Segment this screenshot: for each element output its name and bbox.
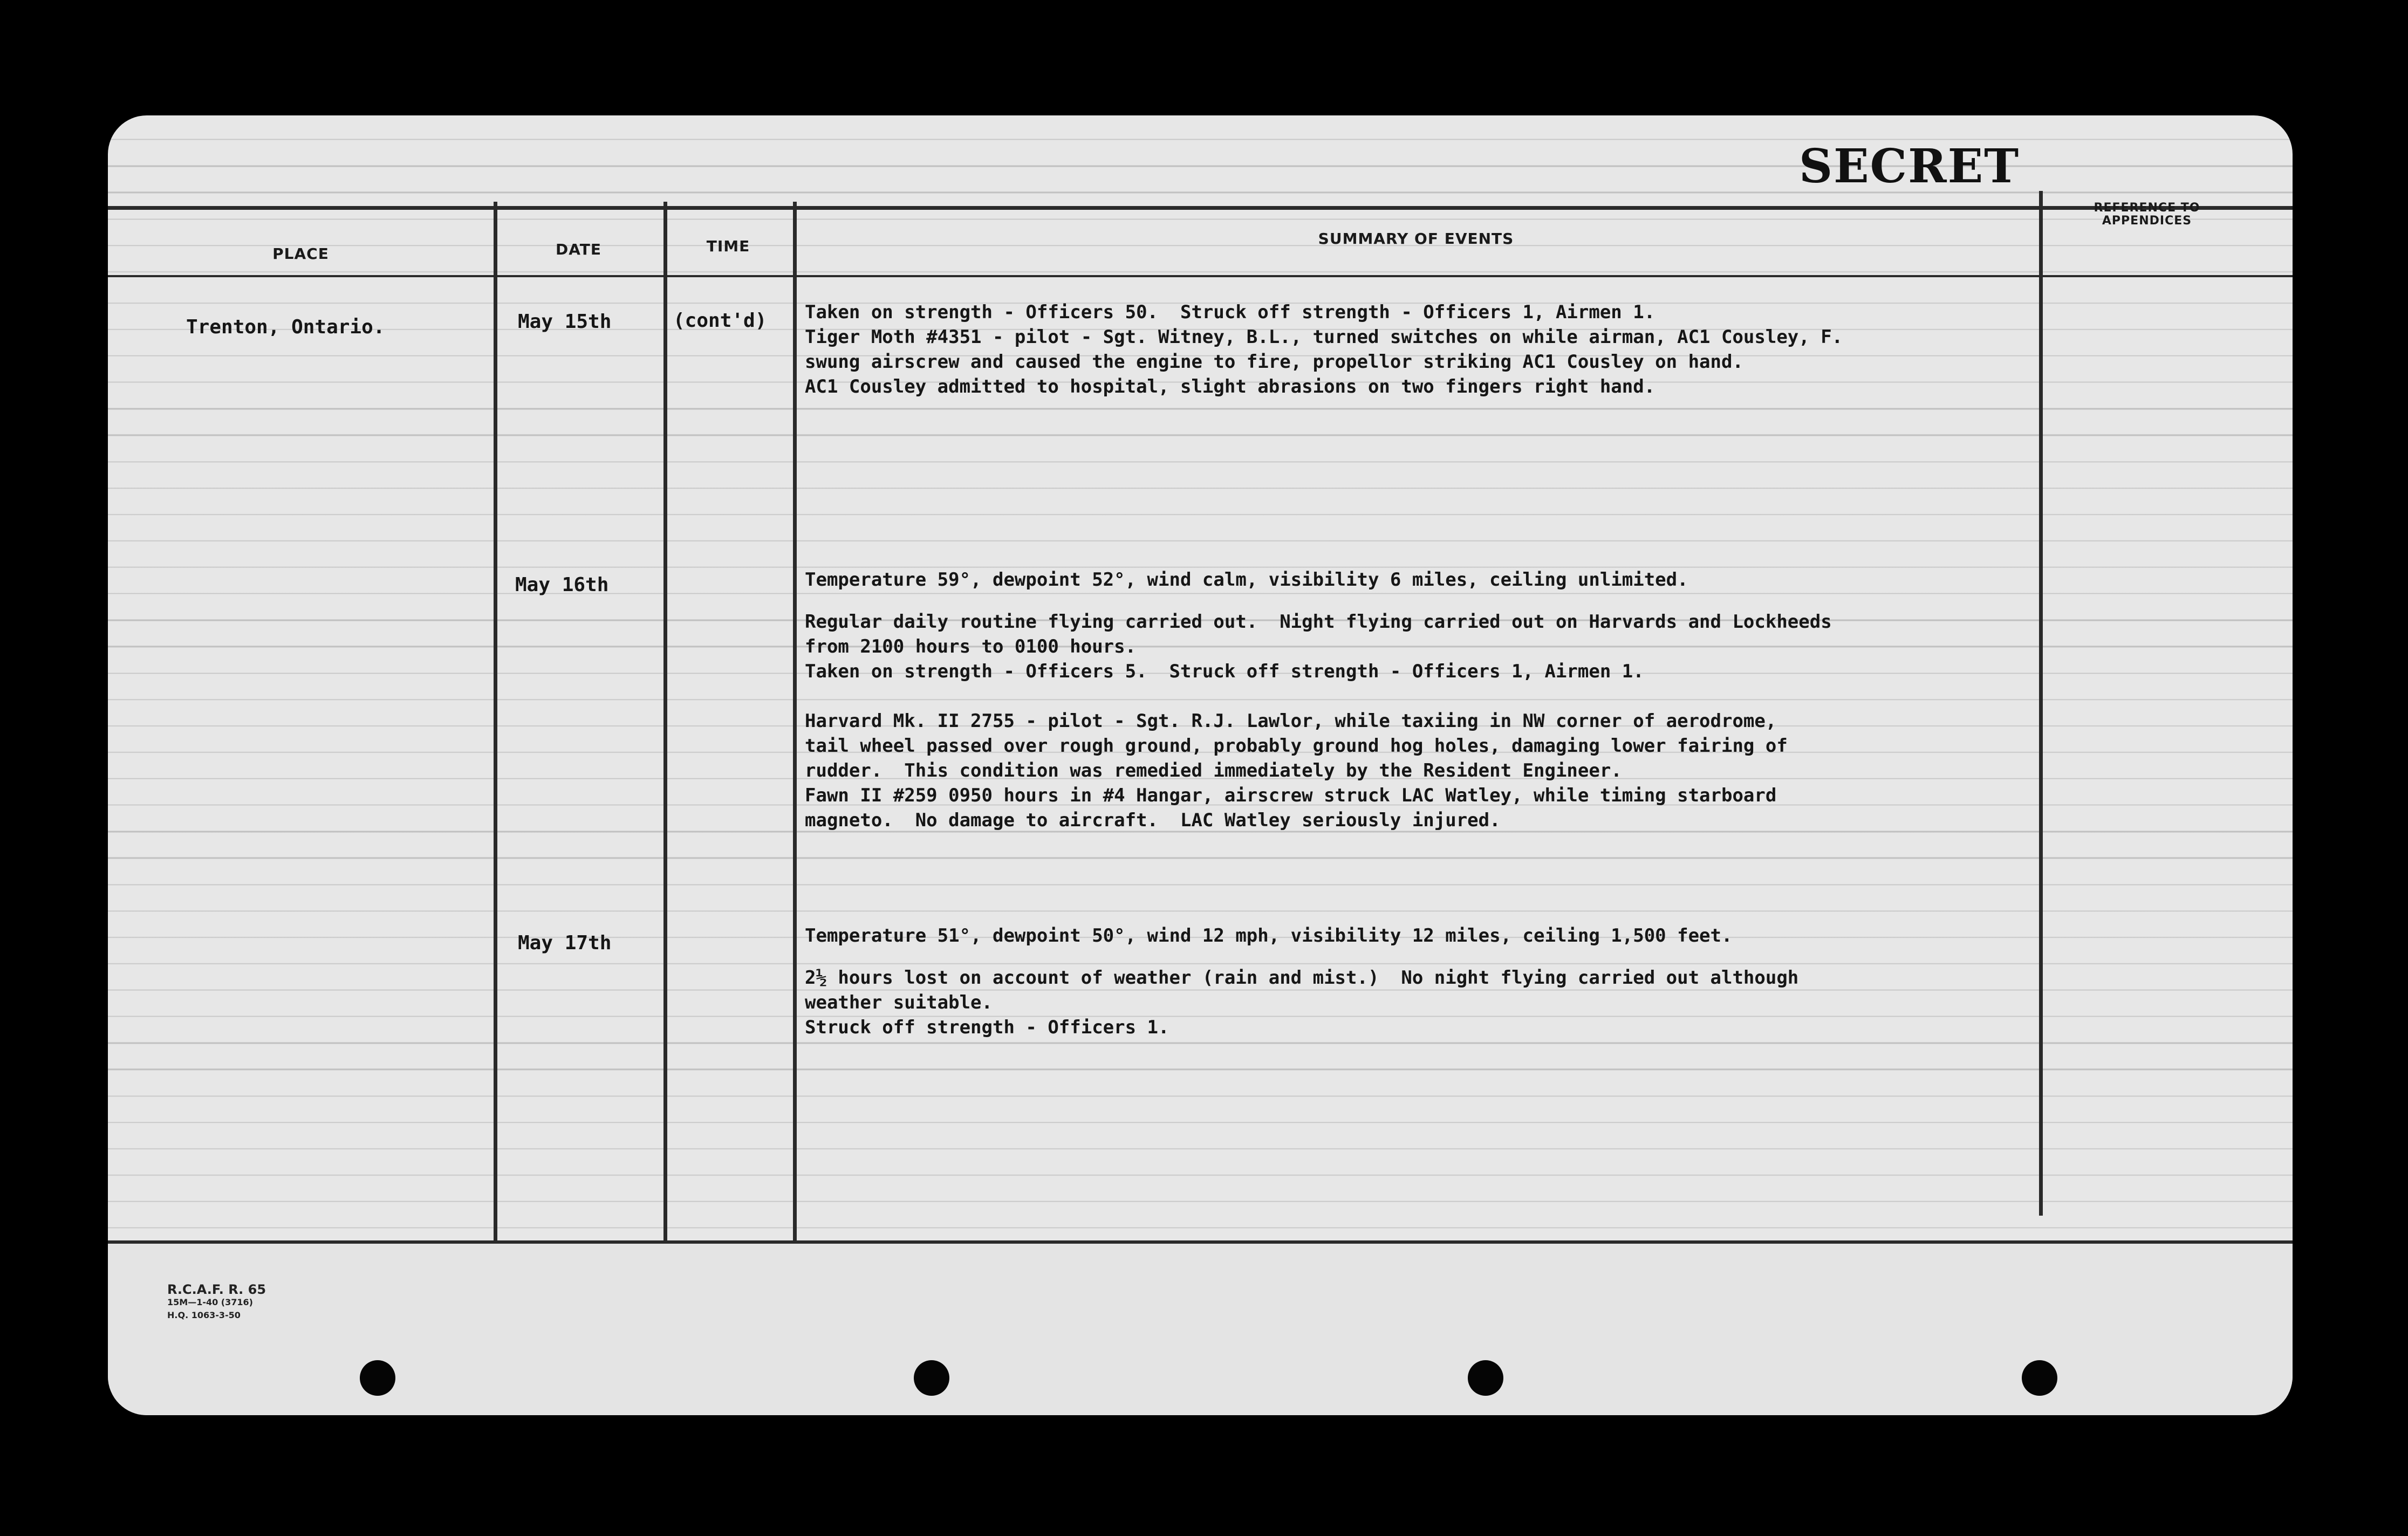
form-code-block <box>167 1283 266 1322</box>
header-place: PLACE <box>272 245 329 263</box>
secret-stamp: SECRET <box>1799 139 2020 194</box>
card-footer-area <box>108 1242 2293 1415</box>
place-date-divider <box>494 202 497 1243</box>
entry-1-date: May 15th <box>518 311 612 333</box>
entry-2-date: May 16th <box>515 574 609 596</box>
form-code: R.C.A.F. R. 65 <box>167 1282 266 1297</box>
binder-hole <box>1468 1360 1503 1396</box>
entry-2-summary-paragraph: Regular daily routine flying carried out. Night flying carried out on Harvards and Lockheeds from 2100 hours to 0100 hours. Taken on strength - Officers 5. Struck off strength - Officers 1, Airmen 1. <box>805 611 1832 682</box>
header-reference: REFERENCE TO APPENDICES <box>2094 201 2200 228</box>
date-time-divider <box>663 202 667 1243</box>
entry-1-place: Trenton, Ontario. <box>186 316 385 338</box>
header-top-rule <box>108 206 2293 210</box>
entry-3-summary-paragraph: 2½ hours lost on account of weather (rain and mist.) No night flying carried out although weather suitable. Struck off strength - Officers 1. <box>805 967 1799 1038</box>
summary-reference-divider <box>2039 191 2043 1216</box>
table-bottom-rule <box>108 1240 2293 1244</box>
entry-2-summary-paragraph: Temperature 59°, dewpoint 52°, wind calm, visibility 6 miles, ceiling unlimited. <box>805 569 1688 591</box>
entry-3-summary-paragraph: Temperature 51°, dewpoint 50°, wind 12 mph, visibility 12 miles, ceiling 1,500 feet. <box>805 925 1733 947</box>
binder-hole <box>360 1360 395 1396</box>
binder-hole <box>914 1360 949 1396</box>
time-summary-divider <box>793 202 797 1243</box>
header-bottom-rule <box>108 275 2293 277</box>
binder-hole <box>2022 1360 2057 1396</box>
entry-2-summary-paragraph: Harvard Mk. II 2755 - pilot - Sgt. R.J. Lawlor, while taxiing in NW corner of aerodrome, tail wheel passed over rough ground, probably ground hog holes, damaging lower fairing of rudder. This condition was remedied immediately by the Resident Engineer. Fawn II #259 0950 hours in #4 Hangar, airscrew struck LAC Watley, while timing starboard magneto. No damage to aircraft. LAC Watley seriously injured. <box>805 710 1788 831</box>
entry-3-date: May 17th <box>518 932 612 954</box>
header-summary: SUMMARY OF EVENTS <box>1318 230 1514 248</box>
form-print-line-1: 15M—1-40 (3716) <box>167 1297 253 1307</box>
form-print-line-2: H.Q. 1063-3-50 <box>167 1310 241 1320</box>
header-date: DATE <box>556 241 601 258</box>
diary-card <box>108 115 2293 1415</box>
header-time: TIME <box>706 237 750 255</box>
entry-1-summary-paragraph: Taken on strength - Officers 50. Struck off strength - Officers 1, Airmen 1. Tiger Moth #4351 - pilot - Sgt. Witney, B.L., turned switches on while airman, AC1 Cousley, F. swung airscrew and caused the engine to fire, propellor striking AC1 Cousley on hand. AC1 Cousley admitted to hospital, slight abrasions on two fingers right hand. <box>805 301 1843 397</box>
entry-1-time: (cont'd) <box>673 310 767 332</box>
